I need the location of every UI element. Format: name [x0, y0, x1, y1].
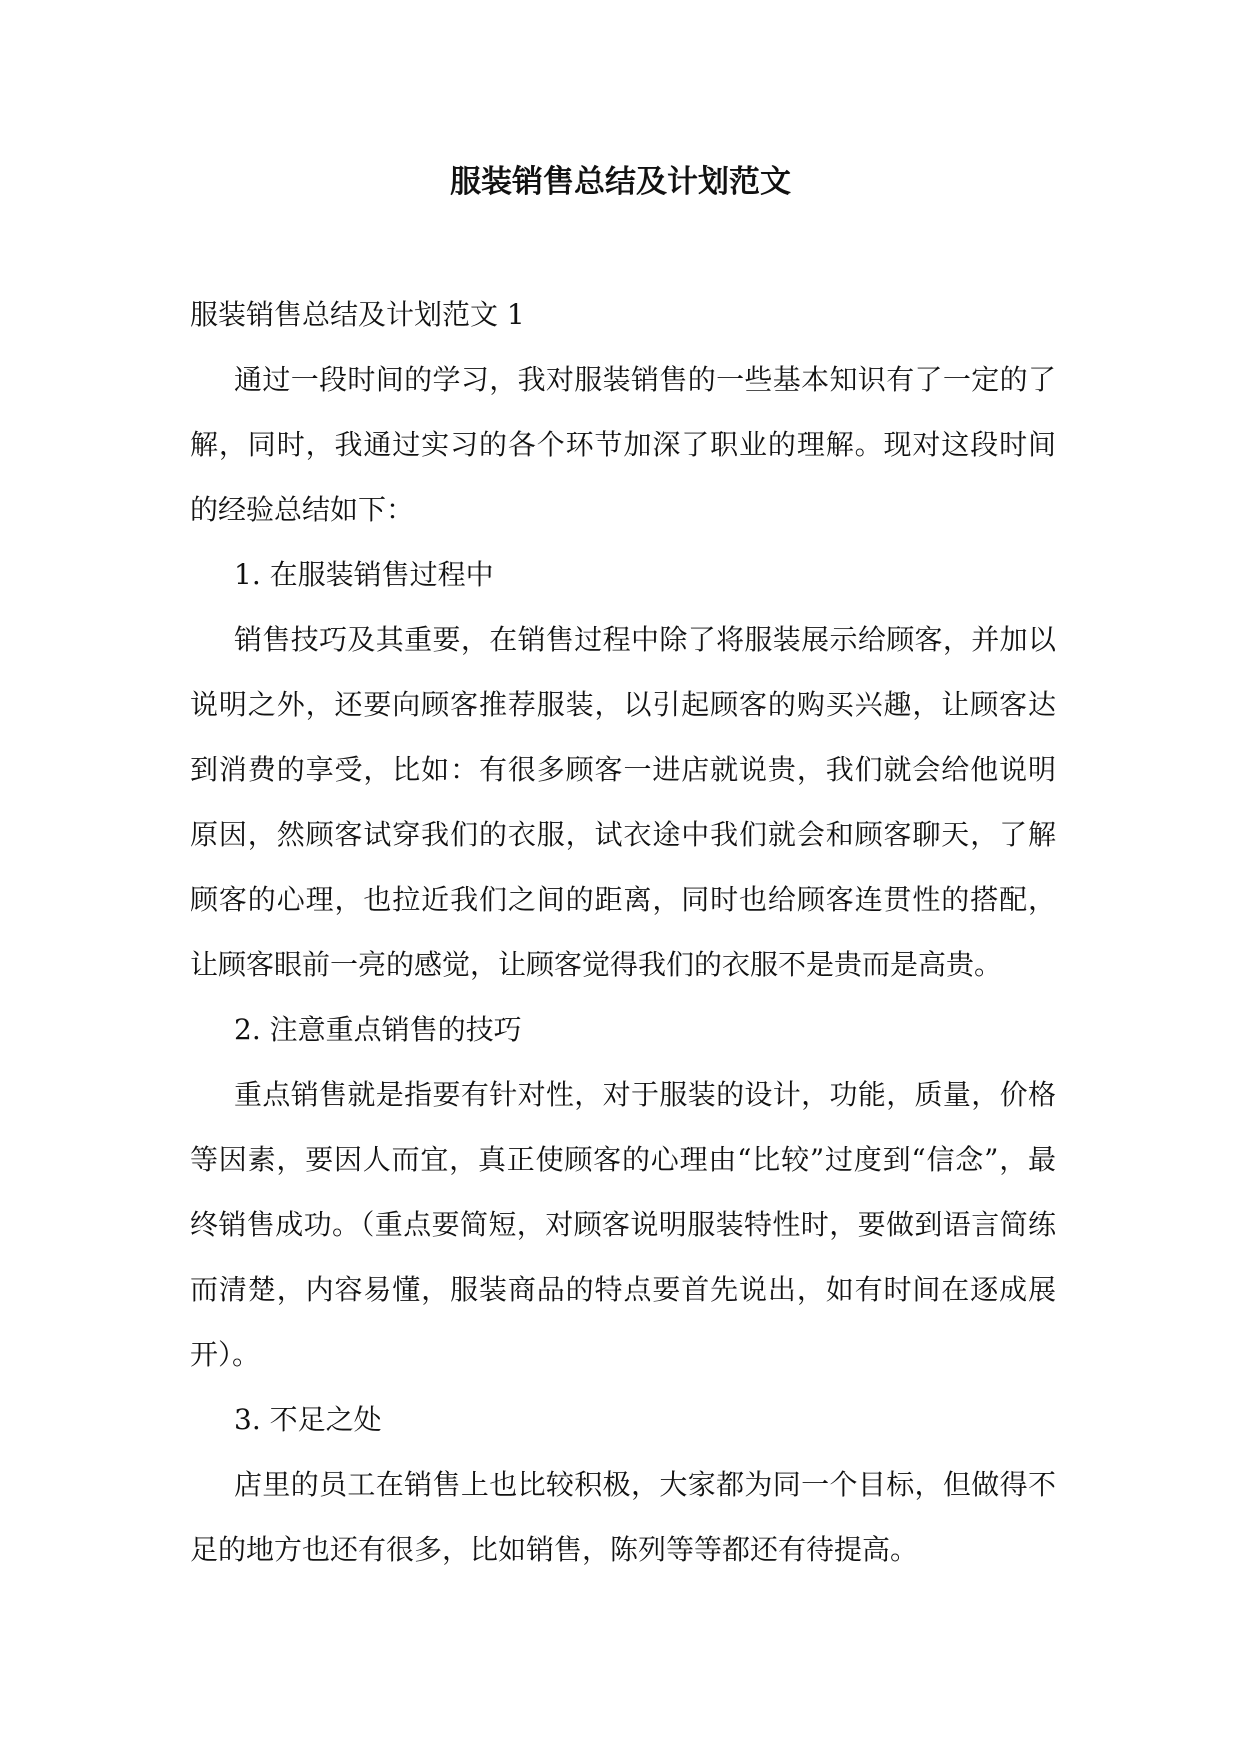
- paragraph: 店里的员工在销售上也比较积极，大家都为同一个目标，但做得不足的地方也还有很多，比如销售，陈列等等都还有待提高。: [190, 1468, 1056, 1566]
- page-title: 服装销售总结及计划范文: [450, 164, 791, 200]
- subsection-heading: 2. 注意重点销售的技巧: [234, 1013, 522, 1046]
- section-heading: 服装销售总结及计划范文 1: [190, 298, 525, 331]
- subsection-heading: 3. 不足之处: [234, 1403, 382, 1436]
- paragraph: 通过一段时间的学习，我对服装销售的一些基本知识有了一定的了解，同时，我通过实习的各个环节加深了职业的理解。现对这段时间的经验总结如下：: [190, 363, 1056, 526]
- document-body: [190, 282, 1056, 1582]
- subsection-heading: 1. 在服装销售过程中: [234, 558, 494, 591]
- paragraph: 重点销售就是指要有针对性，对于服装的设计，功能，质量，价格等因素，要因人而宜，真正使顾客的心理由“比较”过度到“信念”，最终销售成功。（重点要简短，对顾客说明服装特性时，要做到语言简练而清楚，内容易懂，服装商品的特点要首先说出，如有时间在逐成展开）。: [190, 1078, 1056, 1371]
- paragraph: 销售技巧及其重要，在销售过程中除了将服装展示给顾客，并加以说明之外，还要向顾客推荐服装，以引起顾客的购买兴趣，让顾客达到消费的享受，比如：有很多顾客一进店就说贵，我们就会给他说明原因，然顾客试穿我们的衣服，试衣途中我们就会和顾客聊天，了解顾客的心理，也拉近我们之间的距离，同时也给顾客连贯性的搭配，让顾客眼前一亮的感觉，让顾客觉得我们的衣服不是贵而是高贵。: [190, 623, 1056, 981]
